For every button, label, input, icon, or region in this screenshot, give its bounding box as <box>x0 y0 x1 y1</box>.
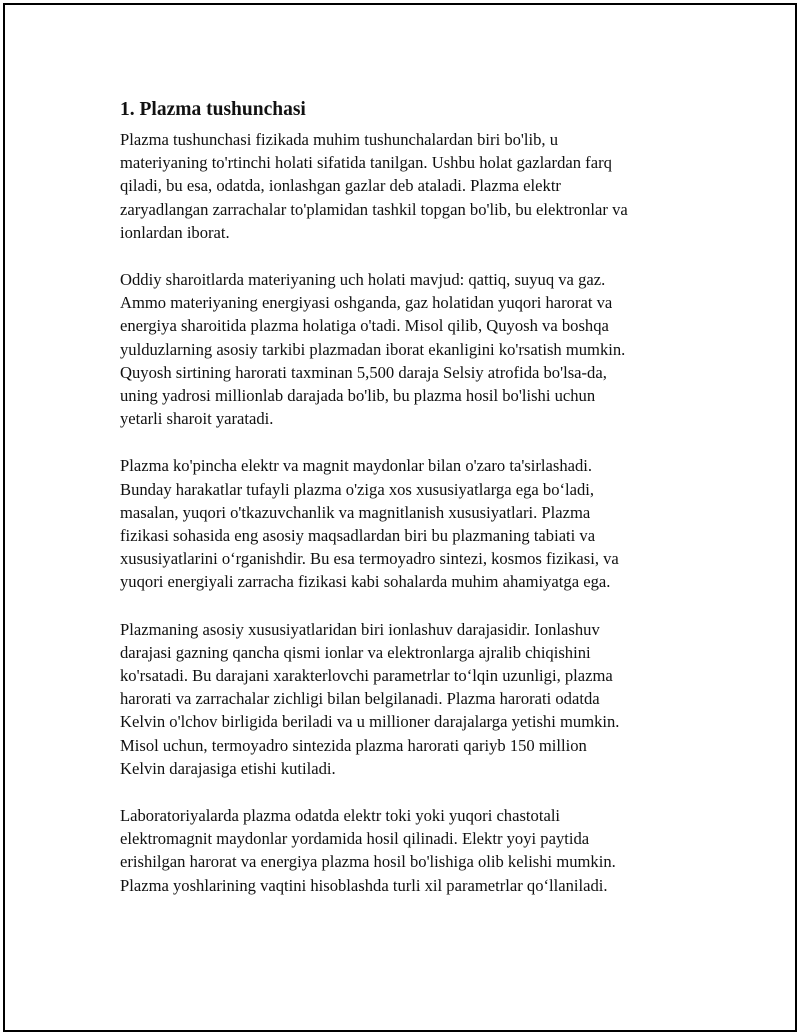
text-line: ko'rsatadi. Bu darajani xarakterlovchi parametrlar to‘lqin uzunligi, plazma <box>120 666 613 686</box>
text-line: yulduzlarning asosiy tarkibi plazmadan iborat ekanligini ko'rsatish mumkin. <box>120 339 626 359</box>
text-line: Plazmaning asosiy xususiyatlaridan biri ionlashuv darajasidir. Ionlashuv <box>120 619 600 639</box>
text-line: yetarli sharoit yaratadi. <box>120 409 274 429</box>
text-line: Bunday harakatlar tufayli plazma o'ziga xos xususiyatlarga ega bo‘ladi, <box>120 479 595 499</box>
text-line: ionlardan iborat. <box>120 222 230 242</box>
text-line: harorati va zarrachalar zichligi bilan belgilanadi. Plazma harorati odatda <box>120 689 600 709</box>
page-frame <box>3 3 797 1032</box>
text-line: Laboratoriyalarda plazma odatda elektr toki yoki yuqori chastotali <box>120 806 561 826</box>
text-line: Plazma yoshlarining vaqtini hisoblashda turli xil parametrlar qo‘llaniladi. <box>120 875 608 895</box>
text-line: uning yadrosi millionlab darajada bo'lib, bu plazma hosil bo'lishi uchun <box>120 386 596 406</box>
text-line: qiladi, bu esa, odatda, ionlashgan gazlar deb ataladi. Plazma elektr <box>120 176 561 196</box>
text-line: zaryadlangan zarrachalar to'plamidan tashkil topgan bo'lib, bu elektronlar va <box>120 199 628 219</box>
body-paragraph <box>120 128 710 244</box>
section-heading: 1. Plazma tushunchasi <box>120 99 306 120</box>
text-line: Oddiy sharoitlarda materiyaning uch holati mavjud: qattiq, suyuq va gaz. <box>120 270 606 290</box>
text-line: Kelvin o'lchov birligida beriladi va u millioner darajalarga yetishi mumkin. <box>120 712 620 732</box>
text-line: erishilgan harorat va energiya plazma hosil bo'lishiga olib kelishi mumkin. <box>120 852 616 872</box>
text-line: Misol uchun, termoyadro sintezida plazma harorati qariyb 150 million <box>120 735 587 755</box>
text-line: energiya sharoitida plazma holatiga o'tadi. Misol qilib, Quyosh va boshqa <box>120 316 609 336</box>
text-line: materiyaning to'rtinchi holati sifatida tanilgan. Ushbu holat gazlardan farq <box>120 153 612 173</box>
text-line: Kelvin darajasiga etishi kutiladi. <box>120 758 336 778</box>
text-line: Plazma ko'pincha elektr va magnit maydonlar bilan o'zaro ta'sirlashadi. <box>120 456 593 476</box>
text-line: yuqori energiyali zarracha fizikasi kabi sohalarda muhim ahamiyatga ega. <box>120 572 611 592</box>
document-content <box>120 96 710 921</box>
body-paragraph <box>120 618 710 780</box>
body-paragraph <box>120 454 710 593</box>
text-line: Quyosh sirtining harorati taxminan 5,500 daraja Selsiy atrofida bo'lsa-da, <box>120 362 607 382</box>
text-line: fizikasi sohasida eng asosiy maqsadlardan biri bu plazmaning tabiati va <box>120 526 596 546</box>
text-line: Plazma tushunchasi fizikada muhim tushunchalardan biri bo'lib, u <box>120 130 559 149</box>
body-paragraph <box>120 268 710 430</box>
text-line: darajasi gazning qancha qismi ionlar va elektronlarga ajralib chiqishini <box>120 642 591 662</box>
body-paragraph <box>120 804 710 897</box>
text-line: masalan, yuqori o'tkazuvchanlik va magnitlanish xususiyatlari. Plazma <box>120 502 591 522</box>
text-line: Ammo materiyaning energiyasi oshganda, gaz holatidan yuqori harorat va <box>120 293 613 313</box>
text-line: xususiyatlarini o‘rganishdir. Bu esa termoyadro sintezi, kosmos fizikasi, va <box>120 549 619 569</box>
text-line: elektromagnit maydonlar yordamida hosil qilinadi. Elektr yoyi paytida <box>120 829 590 849</box>
paragraph-list <box>120 128 710 897</box>
